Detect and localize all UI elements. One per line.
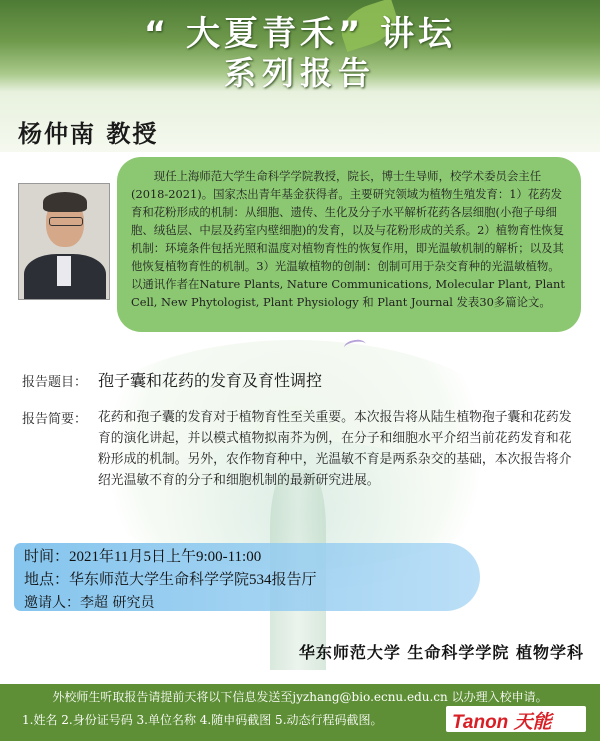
- event-inviter: 邀请人：李超 研究员: [24, 595, 155, 611]
- report-title-label: 报告题目：: [22, 375, 88, 390]
- forum-title: “ 大夏青禾” 讲坛: [143, 14, 457, 54]
- header-banner: [0, 0, 600, 92]
- sponsor-logo-text: Tanon 天能: [452, 712, 552, 733]
- report-title: 孢子囊和花药的发育及育性调控: [98, 371, 323, 390]
- abstract-label: 报告简要：: [22, 412, 88, 427]
- speaker-photo: [18, 183, 110, 300]
- event-time: 时间：2021年11月5日上午9:00-11:00: [24, 549, 262, 565]
- footer-requirements: 1.姓名 2.身份证号码 3.单位名称 4.随申码截图 5.动态行程码截图。: [22, 713, 383, 727]
- event-place: 地点：华东师范大学生命科学学院534报告厅: [24, 572, 317, 588]
- speaker-bio-box: [117, 157, 581, 332]
- speaker-bio: 现任上海师范大学生命科学学院教授，院长，博士生导师，校学术委员会主任(2018-2021)。国家杰出青年基金获得者。主要研究领域为植物生殖发育：1）花药发育和花粉形成的机制：从细胞、遗传、生化及分子水平解析花药各层细胞(小孢子母细胞、绒毡层、中层及药室内壁细胞)的发育，以及与花粉形成的关系。2）植物育性恢复机制：环境条件包括光照和温度对植物育性的恢复作用，即光温敏机制的解析；以及其他恢复植物育性的机制。3）光温敏植物的创制：创制可用于杂交育种的光温敏植物。以通讯作者在Nature Plants, Nature Communications, Molecular Plant, Plant Cell, New Phytologist, Plant Physiology 和 Plant Journal 发表30多篇论文。: [131, 169, 565, 309]
- footer-notice: 外校师生听取报告请提前天将以下信息发送至jyzhang@bio.ecnu.edu.cn 以办理入校申请。: [52, 690, 548, 704]
- speaker-name: 杨仲南 教授: [18, 119, 159, 148]
- series-title: 系列报告: [223, 54, 376, 92]
- organizer: 华东师范大学 生命科学学院 植物学科: [298, 643, 584, 662]
- report-abstract: 花药和孢子囊的发育对于植物育性至关重要。本次报告将从陆生植物孢子囊和花药发育的演化讲起，并以模式植物拟南芥为例，在分子和细胞水平介绍当前花药发育和花粉形成的机制。另外，农作物育种中，光温敏不育是两系杂交的基础，本次报告将介绍光温敏不育的分子和细胞机制的最新研究进展。: [98, 410, 572, 488]
